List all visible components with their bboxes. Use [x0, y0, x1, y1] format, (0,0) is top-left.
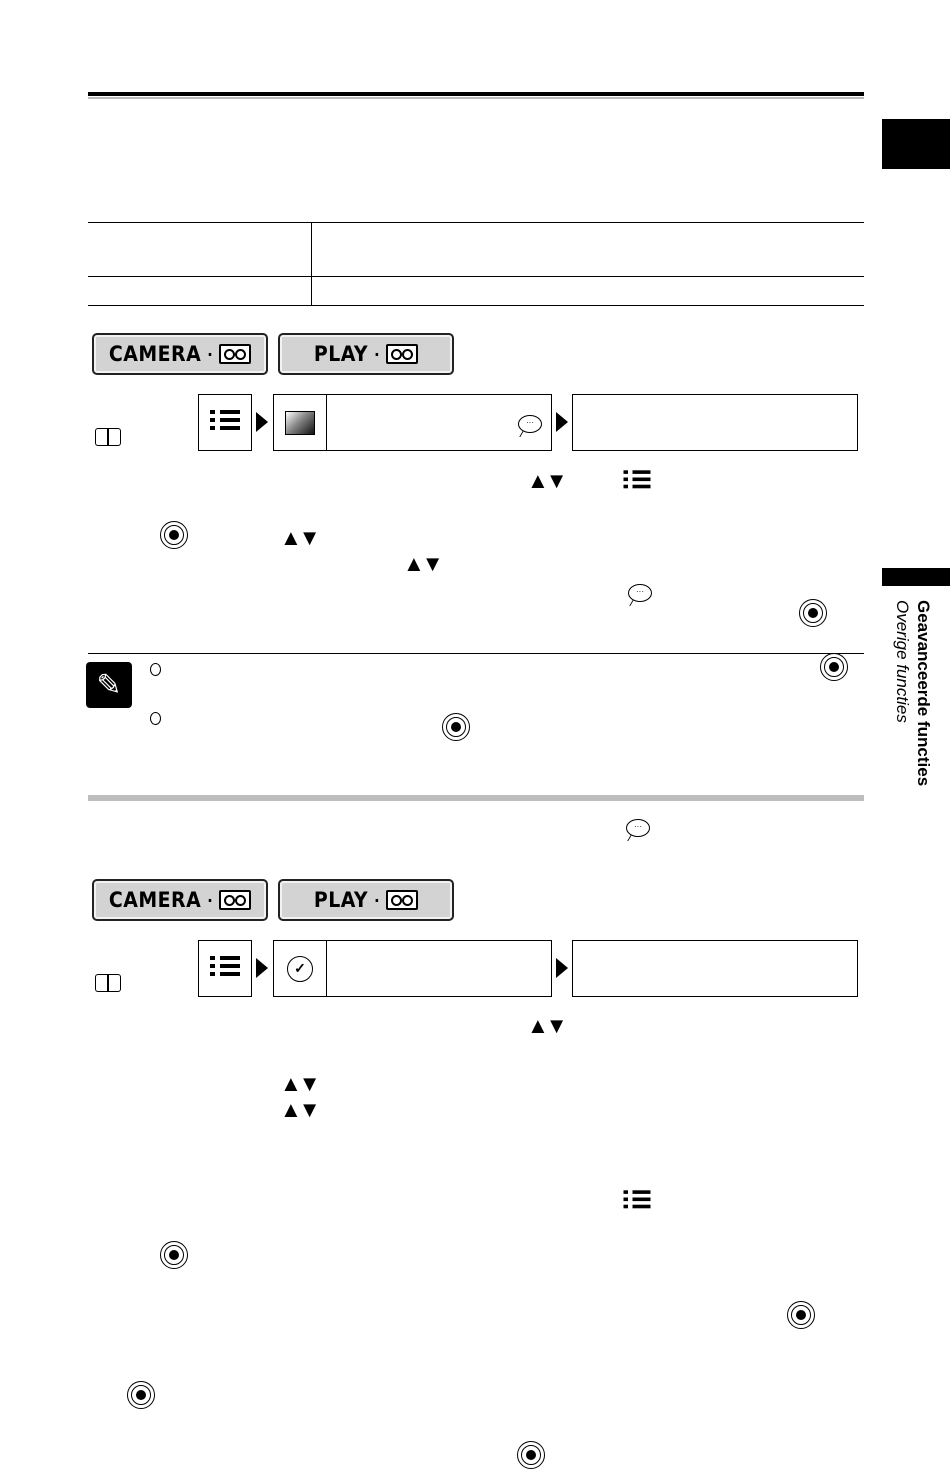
camera-mode-label: CAMERA	[108, 888, 202, 912]
book-reference-icon	[95, 428, 121, 446]
sidebar-section-bold: Geavanceerde functies	[914, 600, 933, 787]
menu-icon	[624, 1190, 651, 1213]
notes-top-rule	[88, 653, 864, 654]
submenu-icon-cell	[274, 941, 327, 996]
submenu-icon-cell	[274, 395, 327, 450]
menu-icon	[210, 410, 240, 436]
tape-icon	[219, 344, 251, 364]
table-row-border	[88, 276, 864, 277]
chapter-tab	[882, 119, 950, 169]
book-reference-icon	[95, 974, 121, 992]
joystick-icon	[799, 599, 827, 627]
sidebar-section-label	[888, 600, 938, 810]
setting-step-box	[572, 940, 858, 997]
up-down-arrows-icon: ▲▼	[280, 1071, 318, 1096]
table-top-border	[88, 222, 864, 223]
camera-mode-separator: ·	[207, 890, 214, 910]
menu-icon	[210, 956, 240, 982]
section-divider	[88, 795, 864, 801]
checkmark-icon: ✓	[287, 956, 313, 982]
table-bottom-border	[88, 305, 864, 306]
note-bullet	[150, 663, 161, 676]
joystick-icon	[160, 521, 188, 549]
camera-mode-label: CAMERA	[108, 342, 202, 366]
up-down-arrows-icon: ▲▼	[280, 1097, 318, 1122]
joystick-icon	[160, 1241, 188, 1269]
joystick-icon	[517, 1441, 545, 1469]
play-mode-button	[278, 333, 454, 375]
joystick-icon	[127, 1381, 155, 1409]
submenu-step-box	[273, 394, 552, 451]
top-rule-shadow	[88, 97, 864, 99]
section-tab	[882, 568, 950, 586]
play-mode-button	[278, 879, 454, 921]
menu-step-box	[198, 394, 252, 451]
up-down-arrows-icon: ▲▼	[527, 1013, 565, 1038]
camera-mode-button	[92, 879, 268, 921]
play-mode-label: PLAY	[313, 888, 369, 912]
note-bullet	[150, 712, 161, 725]
camera-mode-button	[92, 333, 268, 375]
up-down-arrows-icon: ▲▼	[280, 525, 318, 550]
menu-icon	[624, 470, 651, 493]
sidebar-section-italic: Overige functies	[893, 600, 912, 723]
play-mode-label: PLAY	[313, 342, 369, 366]
joystick-icon	[787, 1301, 815, 1329]
up-down-arrows-icon: ▲▼	[403, 551, 441, 576]
setting-step-box	[572, 394, 858, 451]
joystick-icon	[820, 653, 848, 681]
tape-icon	[386, 890, 418, 910]
play-mode-separator: ·	[374, 344, 381, 364]
screen-icon	[285, 411, 315, 435]
step-arrow-icon	[256, 412, 268, 432]
step-arrow-icon	[256, 958, 268, 978]
submenu-step-box	[273, 940, 552, 997]
up-down-arrows-icon: ▲▼	[527, 468, 565, 493]
step-arrow-icon	[556, 958, 568, 978]
speech-bubble-icon: ···	[518, 415, 542, 433]
camera-mode-separator: ·	[207, 344, 214, 364]
note-pencil-icon: ✎	[86, 662, 132, 708]
speech-bubble-icon: ···	[626, 819, 650, 837]
menu-step-box	[198, 940, 252, 997]
speech-bubble-icon: ···	[628, 584, 652, 602]
tape-icon	[219, 890, 251, 910]
joystick-icon	[442, 713, 470, 741]
tape-icon	[386, 344, 418, 364]
table-column-divider	[311, 222, 312, 306]
play-mode-separator: ·	[374, 890, 381, 910]
step-arrow-icon	[556, 412, 568, 432]
top-rule	[88, 92, 864, 96]
